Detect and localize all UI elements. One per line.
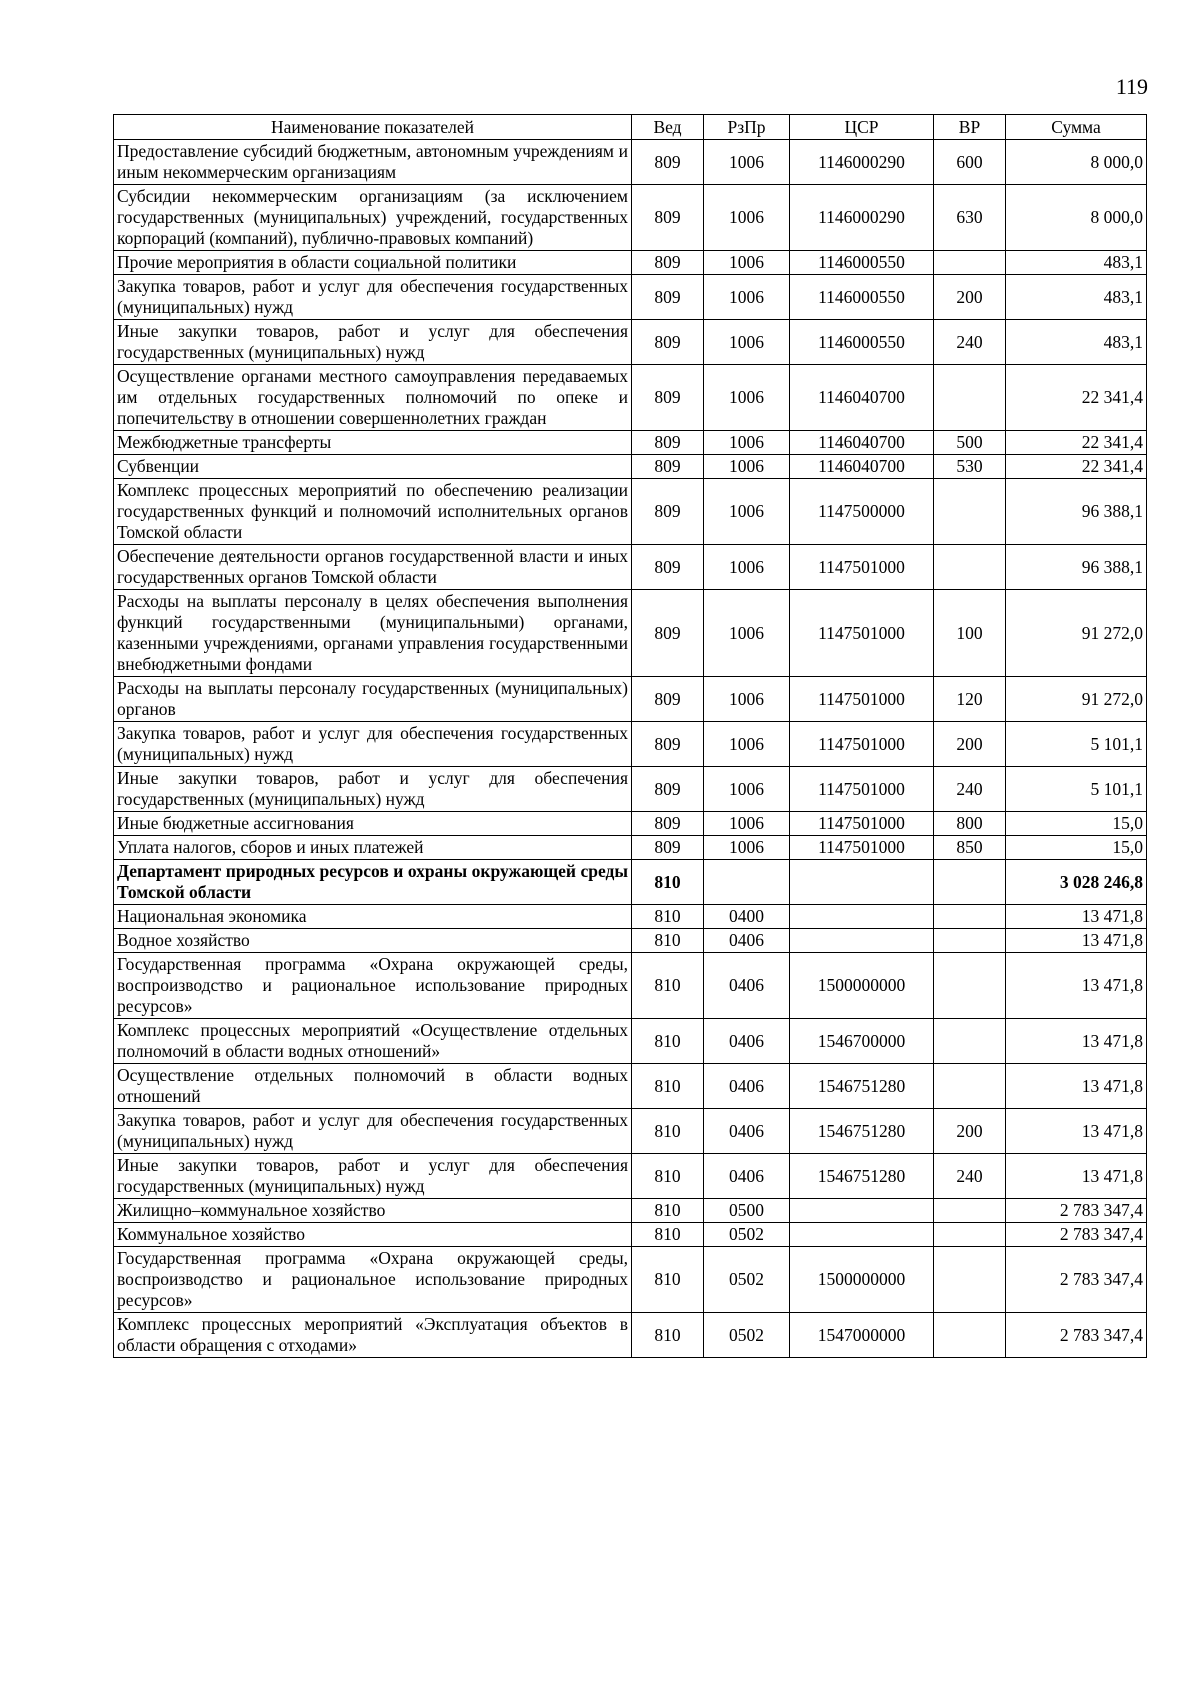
cell-vr: 100: [934, 590, 1006, 677]
cell-csr: 1500000000: [790, 1247, 934, 1313]
cell-name: Иные закупки товаров, работ и услуг для обеспечения государственных (муниципальных) нужд: [114, 320, 632, 365]
table-row: [114, 722, 1147, 767]
cell-vr: [934, 953, 1006, 1019]
cell-rzpr: 1006: [704, 140, 790, 185]
cell-csr: 1546700000: [790, 1019, 934, 1064]
cell-rzpr: 1006: [704, 677, 790, 722]
cell-ved: 809: [632, 836, 704, 860]
cell-rzpr: 1006: [704, 251, 790, 275]
cell-rzpr: 1006: [704, 836, 790, 860]
cell-vr: [934, 1199, 1006, 1223]
cell-ved: 810: [632, 1019, 704, 1064]
cell-sum: 13 471,8: [1006, 1019, 1147, 1064]
table-row: [114, 677, 1147, 722]
cell-sum: 13 471,8: [1006, 929, 1147, 953]
cell-sum: 2 783 347,4: [1006, 1199, 1147, 1223]
cell-name: Водное хозяйство: [114, 929, 632, 953]
cell-vr: [934, 1064, 1006, 1109]
cell-sum: 5 101,1: [1006, 722, 1147, 767]
cell-vr: 200: [934, 275, 1006, 320]
cell-csr: [790, 1223, 934, 1247]
cell-rzpr: [704, 860, 790, 905]
cell-sum: 8 000,0: [1006, 185, 1147, 251]
cell-rzpr: 0406: [704, 929, 790, 953]
budget-table: [113, 114, 1147, 1358]
cell-name: Государственная программа «Охрана окружающей среды, воспроизводство и рациональное использование природных ресурсов»: [114, 953, 632, 1019]
cell-ved: 809: [632, 275, 704, 320]
cell-sum: 5 101,1: [1006, 767, 1147, 812]
cell-rzpr: 1006: [704, 185, 790, 251]
cell-vr: [934, 1247, 1006, 1313]
cell-sum: 2 783 347,4: [1006, 1223, 1147, 1247]
cell-name: Субвенции: [114, 455, 632, 479]
cell-name: Национальная экономика: [114, 905, 632, 929]
cell-csr: 1146000550: [790, 251, 934, 275]
cell-rzpr: 1006: [704, 722, 790, 767]
table-row: [114, 929, 1147, 953]
cell-name: Расходы на выплаты персоналу государственных (муниципальных) органов: [114, 677, 632, 722]
cell-sum: 22 341,4: [1006, 365, 1147, 431]
table-row: [114, 140, 1147, 185]
cell-csr: 1146000290: [790, 140, 934, 185]
cell-csr: 1147501000: [790, 836, 934, 860]
table-row: [114, 1223, 1147, 1247]
cell-sum: 22 341,4: [1006, 431, 1147, 455]
cell-ved: 809: [632, 140, 704, 185]
cell-name: Расходы на выплаты персоналу в целях обеспечения выполнения функций государственными (муниципальными) органами, казенными учреждениями, органами управления государственными внебюджетными фондами: [114, 590, 632, 677]
cell-csr: [790, 929, 934, 953]
cell-rzpr: 1006: [704, 365, 790, 431]
cell-vr: 200: [934, 722, 1006, 767]
table-row: [114, 455, 1147, 479]
cell-csr: 1546751280: [790, 1109, 934, 1154]
cell-vr: 530: [934, 455, 1006, 479]
cell-ved: 809: [632, 320, 704, 365]
table-row: [114, 1019, 1147, 1064]
cell-ved: 810: [632, 860, 704, 905]
cell-sum: 2 783 347,4: [1006, 1247, 1147, 1313]
table-row: [114, 860, 1147, 905]
cell-vr: 500: [934, 431, 1006, 455]
cell-csr: [790, 905, 934, 929]
cell-vr: 240: [934, 767, 1006, 812]
table-row: [114, 812, 1147, 836]
cell-csr: 1147501000: [790, 545, 934, 590]
table-row: [114, 545, 1147, 590]
cell-rzpr: 0406: [704, 1019, 790, 1064]
column-header-ved: Вед: [632, 115, 704, 140]
table-row: [114, 251, 1147, 275]
cell-rzpr: 0406: [704, 1109, 790, 1154]
cell-csr: 1146000290: [790, 185, 934, 251]
cell-csr: 1546751280: [790, 1154, 934, 1199]
cell-csr: 1500000000: [790, 953, 934, 1019]
cell-sum: 13 471,8: [1006, 1154, 1147, 1199]
cell-vr: [934, 905, 1006, 929]
cell-name: Закупка товаров, работ и услуг для обеспечения государственных (муниципальных) нужд: [114, 275, 632, 320]
cell-csr: 1147501000: [790, 590, 934, 677]
cell-rzpr: 1006: [704, 590, 790, 677]
cell-csr: 1146040700: [790, 431, 934, 455]
table-row: [114, 1154, 1147, 1199]
cell-name: Комплекс процессных мероприятий по обеспечению реализации государственных функций и полномочий исполнительных органов Томской области: [114, 479, 632, 545]
cell-sum: 483,1: [1006, 275, 1147, 320]
page-number: 119: [1115, 74, 1148, 99]
cell-csr: 1546751280: [790, 1064, 934, 1109]
cell-name: Департамент природных ресурсов и охраны окружающей среды Томской области: [114, 860, 632, 905]
cell-ved: 809: [632, 431, 704, 455]
cell-rzpr: 0502: [704, 1313, 790, 1358]
cell-sum: 13 471,8: [1006, 1109, 1147, 1154]
cell-rzpr: 0502: [704, 1223, 790, 1247]
cell-name: Иные закупки товаров, работ и услуг для обеспечения государственных (муниципальных) нужд: [114, 767, 632, 812]
cell-ved: 810: [632, 1223, 704, 1247]
table-row: [114, 1109, 1147, 1154]
cell-csr: 1147500000: [790, 479, 934, 545]
cell-vr: 600: [934, 140, 1006, 185]
cell-vr: 800: [934, 812, 1006, 836]
cell-sum: 22 341,4: [1006, 455, 1147, 479]
cell-name: Субсидии некоммерческим организациям (за исключением государственных (муниципальных) учреждений, государственных корпораций (компаний), публично-правовых компаний): [114, 185, 632, 251]
cell-vr: [934, 365, 1006, 431]
cell-rzpr: 0406: [704, 1064, 790, 1109]
cell-name: Государственная программа «Охрана окружающей среды, воспроизводство и рациональное использование природных ресурсов»: [114, 1247, 632, 1313]
table-row: [114, 185, 1147, 251]
cell-vr: 240: [934, 1154, 1006, 1199]
table-row: [114, 431, 1147, 455]
cell-name: Предоставление субсидий бюджетным, автономным учреждениям и иным некоммерческим организациям: [114, 140, 632, 185]
cell-sum: 15,0: [1006, 812, 1147, 836]
table-row: [114, 590, 1147, 677]
cell-rzpr: 0406: [704, 1154, 790, 1199]
table-row: [114, 953, 1147, 1019]
cell-vr: 200: [934, 1109, 1006, 1154]
table-row: [114, 1247, 1147, 1313]
cell-name: Обеспечение деятельности органов государственной власти и иных государственных органов Томской области: [114, 545, 632, 590]
cell-sum: 13 471,8: [1006, 905, 1147, 929]
cell-csr: 1146000550: [790, 275, 934, 320]
cell-ved: 810: [632, 1064, 704, 1109]
cell-ved: 809: [632, 545, 704, 590]
cell-ved: 809: [632, 479, 704, 545]
cell-vr: 120: [934, 677, 1006, 722]
cell-vr: [934, 251, 1006, 275]
cell-rzpr: 0406: [704, 953, 790, 1019]
table-row: [114, 1064, 1147, 1109]
cell-sum: 3 028 246,8: [1006, 860, 1147, 905]
cell-ved: 810: [632, 1313, 704, 1358]
table-row: [114, 1313, 1147, 1358]
table-row: [114, 275, 1147, 320]
cell-rzpr: 1006: [704, 812, 790, 836]
column-header-name: Наименование показателей: [114, 115, 632, 140]
cell-name: Комплекс процессных мероприятий «Осуществление отдельных полномочий в области водных отношений»: [114, 1019, 632, 1064]
cell-vr: [934, 1019, 1006, 1064]
cell-rzpr: 1006: [704, 767, 790, 812]
cell-name: Закупка товаров, работ и услуг для обеспечения государственных (муниципальных) нужд: [114, 722, 632, 767]
cell-ved: 809: [632, 185, 704, 251]
cell-ved: 810: [632, 905, 704, 929]
column-header-csr: ЦСР: [790, 115, 934, 140]
table-row: [114, 479, 1147, 545]
cell-sum: 13 471,8: [1006, 953, 1147, 1019]
cell-csr: 1147501000: [790, 677, 934, 722]
table-body: [114, 140, 1147, 1358]
cell-sum: 2 783 347,4: [1006, 1313, 1147, 1358]
cell-ved: 809: [632, 812, 704, 836]
cell-ved: 809: [632, 455, 704, 479]
table-row: [114, 836, 1147, 860]
cell-ved: 810: [632, 1247, 704, 1313]
cell-ved: 809: [632, 722, 704, 767]
table-row: [114, 1199, 1147, 1223]
cell-csr: 1547000000: [790, 1313, 934, 1358]
cell-csr: 1147501000: [790, 722, 934, 767]
cell-name: Иные закупки товаров, работ и услуг для обеспечения государственных (муниципальных) нужд: [114, 1154, 632, 1199]
cell-name: Закупка товаров, работ и услуг для обеспечения государственных (муниципальных) нужд: [114, 1109, 632, 1154]
cell-rzpr: 1006: [704, 479, 790, 545]
cell-sum: 483,1: [1006, 320, 1147, 365]
cell-ved: 809: [632, 677, 704, 722]
cell-csr: 1147501000: [790, 812, 934, 836]
cell-ved: 810: [632, 1154, 704, 1199]
cell-rzpr: 1006: [704, 545, 790, 590]
cell-ved: 809: [632, 251, 704, 275]
cell-csr: 1146040700: [790, 365, 934, 431]
cell-name: Иные бюджетные ассигнования: [114, 812, 632, 836]
cell-ved: 810: [632, 929, 704, 953]
cell-rzpr: 1006: [704, 320, 790, 365]
cell-sum: 96 388,1: [1006, 545, 1147, 590]
cell-ved: 809: [632, 365, 704, 431]
cell-vr: [934, 1313, 1006, 1358]
cell-vr: [934, 929, 1006, 953]
column-header-vr: ВР: [934, 115, 1006, 140]
cell-vr: [934, 860, 1006, 905]
table-header-row: [114, 115, 1147, 140]
cell-vr: [934, 479, 1006, 545]
table-row: [114, 365, 1147, 431]
cell-name: Коммунальное хозяйство: [114, 1223, 632, 1247]
cell-vr: 240: [934, 320, 1006, 365]
table-row: [114, 767, 1147, 812]
cell-name: Уплата налогов, сборов и иных платежей: [114, 836, 632, 860]
cell-sum: 96 388,1: [1006, 479, 1147, 545]
cell-rzpr: 0502: [704, 1247, 790, 1313]
cell-ved: 810: [632, 1199, 704, 1223]
cell-sum: 91 272,0: [1006, 677, 1147, 722]
cell-ved: 809: [632, 590, 704, 677]
cell-name: Межбюджетные трансферты: [114, 431, 632, 455]
cell-vr: 850: [934, 836, 1006, 860]
cell-rzpr: 1006: [704, 431, 790, 455]
column-header-sum: Сумма: [1006, 115, 1147, 140]
cell-rzpr: 0400: [704, 905, 790, 929]
cell-sum: 15,0: [1006, 836, 1147, 860]
cell-vr: [934, 1223, 1006, 1247]
cell-ved: 809: [632, 767, 704, 812]
table-row: [114, 320, 1147, 365]
cell-vr: [934, 545, 1006, 590]
cell-name: Комплекс процессных мероприятий «Эксплуатация объектов в области обращения с отходами»: [114, 1313, 632, 1358]
cell-csr: 1147501000: [790, 767, 934, 812]
cell-csr: [790, 1199, 934, 1223]
cell-ved: 810: [632, 953, 704, 1019]
cell-rzpr: 0500: [704, 1199, 790, 1223]
cell-csr: 1146040700: [790, 455, 934, 479]
cell-name: Осуществление органами местного самоуправления передаваемых им отдельных государственных полномочий по опеке и попечительству в отношении совершеннолетних граждан: [114, 365, 632, 431]
cell-sum: 8 000,0: [1006, 140, 1147, 185]
cell-sum: 483,1: [1006, 251, 1147, 275]
cell-name: Прочие мероприятия в области социальной политики: [114, 251, 632, 275]
cell-ved: 810: [632, 1109, 704, 1154]
table-row: [114, 905, 1147, 929]
cell-rzpr: 1006: [704, 275, 790, 320]
column-header-rzpr: РзПр: [704, 115, 790, 140]
cell-name: Осуществление отдельных полномочий в области водных отношений: [114, 1064, 632, 1109]
cell-name: Жилищно–коммунальное хозяйство: [114, 1199, 632, 1223]
cell-vr: 630: [934, 185, 1006, 251]
cell-csr: 1146000550: [790, 320, 934, 365]
cell-csr: [790, 860, 934, 905]
cell-rzpr: 1006: [704, 455, 790, 479]
cell-sum: 91 272,0: [1006, 590, 1147, 677]
cell-sum: 13 471,8: [1006, 1064, 1147, 1109]
